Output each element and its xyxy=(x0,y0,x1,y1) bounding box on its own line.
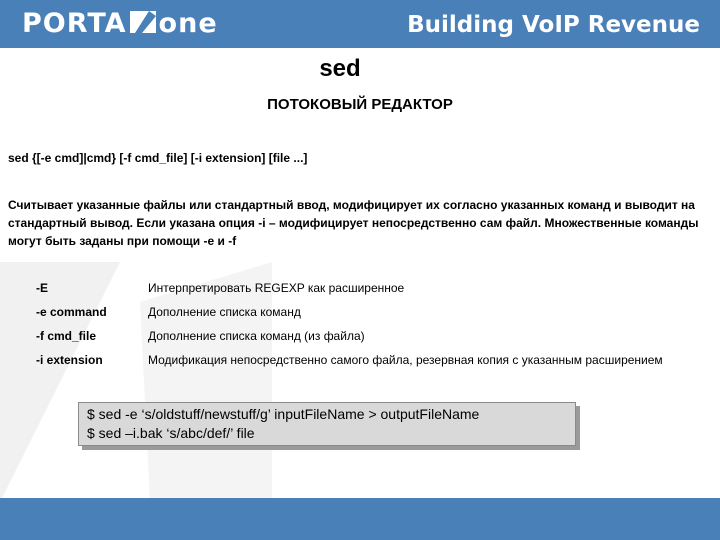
tagline: Building VoIP Revenue xyxy=(407,12,700,38)
option-row xyxy=(36,304,676,320)
options-list xyxy=(36,280,676,376)
option-key: -E xyxy=(36,281,48,295)
header-bar xyxy=(0,0,720,48)
porta-one-logo xyxy=(22,8,218,40)
logo-mark-icon xyxy=(129,10,157,34)
slide-subtitle: ПОТОКОВЫЙ РЕДАКТОР xyxy=(267,96,453,113)
option-description: Дополнение списка команд xyxy=(148,305,301,319)
example-line: $ sed –i.bak ‘s/abc/def/’ file xyxy=(87,425,255,441)
option-row xyxy=(36,352,676,368)
option-row xyxy=(36,328,676,344)
option-key: -e command xyxy=(36,305,107,319)
option-row xyxy=(36,280,676,296)
logo-text-left: PORTA xyxy=(22,8,127,39)
example-line: $ sed -e ‘s/oldstuff/newstuff/g’ inputFileName > outputFileName xyxy=(87,406,480,422)
command-syntax: sed {[-e cmd]|cmd} [-f cmd_file] [-i extension] [file ...] xyxy=(8,151,308,165)
slide-title: sed xyxy=(319,55,361,82)
footer-bar xyxy=(0,498,720,540)
option-key: -f cmd_file xyxy=(36,329,97,343)
logo-text-right: one xyxy=(158,8,218,39)
option-key: -i extension xyxy=(36,353,103,367)
option-description: Интерпретировать REGEXP как расширенное xyxy=(148,281,405,295)
option-description: Дополнение списка команд (из файла) xyxy=(148,329,365,343)
command-description: Считывает указанные файлы или стандартный ввод, модифицирует их согласно указанных команд и выводит на стандартный вывод. Если указана опция -i – модифицирует непосредственно сам файл. Множественные команды могут быть заданы при помощи -e и -f xyxy=(8,198,699,248)
example-code-box xyxy=(78,402,576,446)
option-description: Модификация непосредственно самого файла, резервная копия с указанным расширением xyxy=(148,353,663,367)
